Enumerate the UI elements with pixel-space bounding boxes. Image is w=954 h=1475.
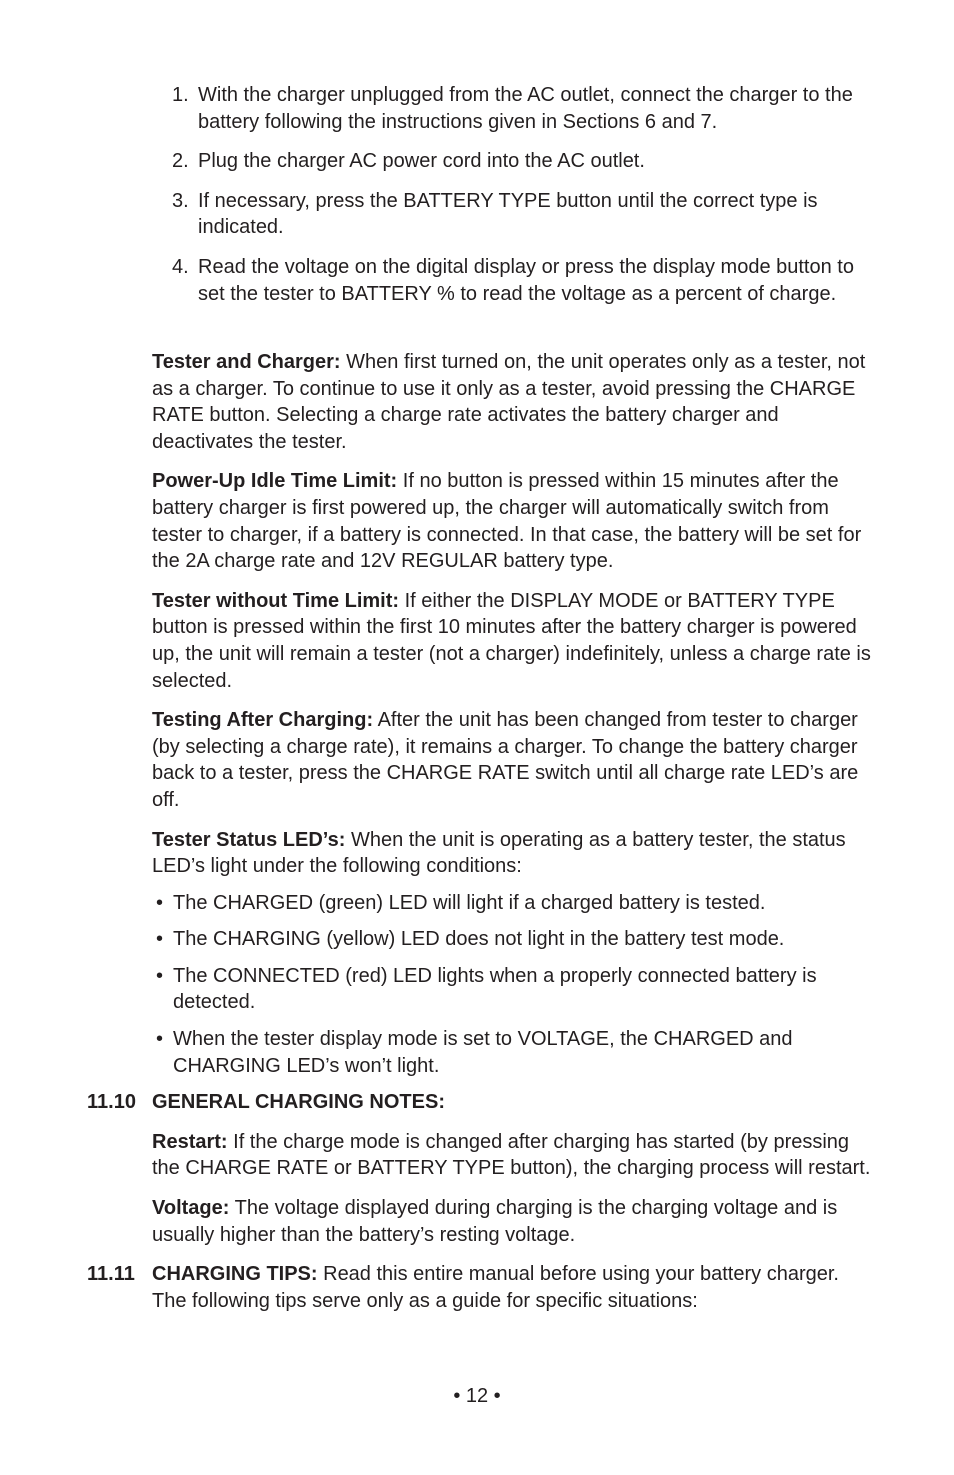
step-item (172, 254, 872, 307)
step-text: Plug the charger AC power cord into the AC outlet. (198, 150, 645, 173)
paragraph-tester-and-charger (152, 349, 872, 455)
section-title: GENERAL CHARGING NOTES: (152, 1091, 445, 1114)
step-number: 3. (172, 189, 189, 212)
step-text: Read the voltage on the digital display or press the display mode button to set the tester to BATTERY % to read the voltage as a percent of charge. (198, 255, 854, 305)
bullet-icon: • (156, 1028, 164, 1051)
section-text: Read this entire manual before using your battery charger. The following tips serve only as a guide for specific situations: (152, 1263, 839, 1312)
paragraph-label: Power-Up Idle Time Limit: (152, 470, 398, 493)
bullet-text: The CONNECTED (red) LED lights when a properly connected battery is detected. (173, 964, 817, 1014)
step-item (172, 188, 872, 241)
list-item (152, 926, 872, 953)
paragraph-voltage (152, 1195, 872, 1248)
bullet-text: The CHARGED (green) LED will light if a charged battery is tested. (173, 891, 766, 914)
bullet-text: The CHARGING (yellow) LED does not light in the battery test mode. (173, 928, 785, 951)
section-heading-11-11 (87, 1261, 872, 1314)
paragraph-tester-status-leds (152, 827, 872, 880)
paragraph-label: Testing After Charging: (152, 709, 374, 732)
paragraph-text: When the unit is operating as a battery tester, the status LED’s light under the following conditions: (152, 828, 846, 878)
step-text: If necessary, press the BATTERY TYPE button until the correct type is indicated. (198, 189, 818, 239)
step-item (172, 148, 872, 175)
bullet-icon: • (156, 964, 164, 987)
bullet-icon: • (156, 928, 164, 951)
paragraph-text: If no button is pressed within 15 minutes after the battery charger is first powered up, the charger will automatically switch from tester to charger, if a battery is connected. In that case, the battery will be set for the 2A charge rate and 12V REGULAR battery type. (152, 470, 862, 573)
section-label: CHARGING TIPS: (152, 1263, 318, 1286)
body-content (87, 349, 872, 1327)
list-item (152, 890, 872, 917)
bullet-text: When the tester display mode is set to VOLTAGE, the CHARGED and CHARGING LED’s won’t light. (173, 1028, 793, 1077)
bullet-icon: • (156, 891, 164, 914)
led-conditions-list (152, 890, 872, 1080)
paragraph-label: Voltage: (152, 1197, 230, 1220)
paragraph-power-up-idle (152, 468, 872, 574)
procedure-steps (172, 82, 872, 320)
paragraph-text: If the charge mode is changed after charging has started (by pressing the CHARGE RATE or BATTERY TYPE button), the charging process will restart. (152, 1130, 871, 1180)
paragraph-label: Restart: (152, 1130, 228, 1153)
list-item (152, 1026, 872, 1079)
section-heading-11-10 (87, 1089, 872, 1116)
section-number: 11.10 (87, 1091, 136, 1114)
paragraph-text: The voltage displayed during charging is the charging voltage and is usually higher than the battery’s resting voltage. (152, 1197, 838, 1246)
paragraph-label: Tester Status LED’s: (152, 828, 346, 851)
paragraph-text: If either the DISPLAY MODE or BATTERY TYPE button is pressed within the first 10 minutes after the battery charger is powered up, the unit will remain a tester (not a charger) indefinitely, unless a charge rate is selected. (152, 589, 871, 692)
step-number: 2. (172, 150, 189, 173)
page-number: • 12 • (453, 1385, 501, 1407)
list-item (152, 963, 872, 1016)
step-number: 1. (172, 84, 189, 106)
paragraph-label: Tester without Time Limit: (152, 589, 400, 612)
step-number: 4. (172, 255, 189, 278)
step-text: With the charger unplugged from the AC outlet, connect the charger to the battery following the instructions given in Sections 6 and 7. (198, 84, 853, 133)
step-item (172, 82, 872, 135)
paragraph-tester-without-time-limit (152, 588, 872, 694)
paragraph-restart (152, 1129, 872, 1182)
paragraph-text: When first turned on, the unit operates only as a tester, not as a charger. To continue to use it only as a tester, avoid pressing the CHARGE RATE button. Selecting a charge rate activates the battery charger and deactivates the tester. (152, 351, 866, 453)
section-number: 11.11 (87, 1263, 135, 1286)
paragraph-testing-after-charging (152, 707, 872, 813)
paragraph-label: Tester and Charger: (152, 351, 341, 373)
paragraph-text: After the unit has been changed from tester to charger (by selecting a charge rate), it remains a charger. To change the battery charger back to a tester, press the CHARGE RATE switch until all charge rate LED’s are off. (152, 709, 859, 811)
